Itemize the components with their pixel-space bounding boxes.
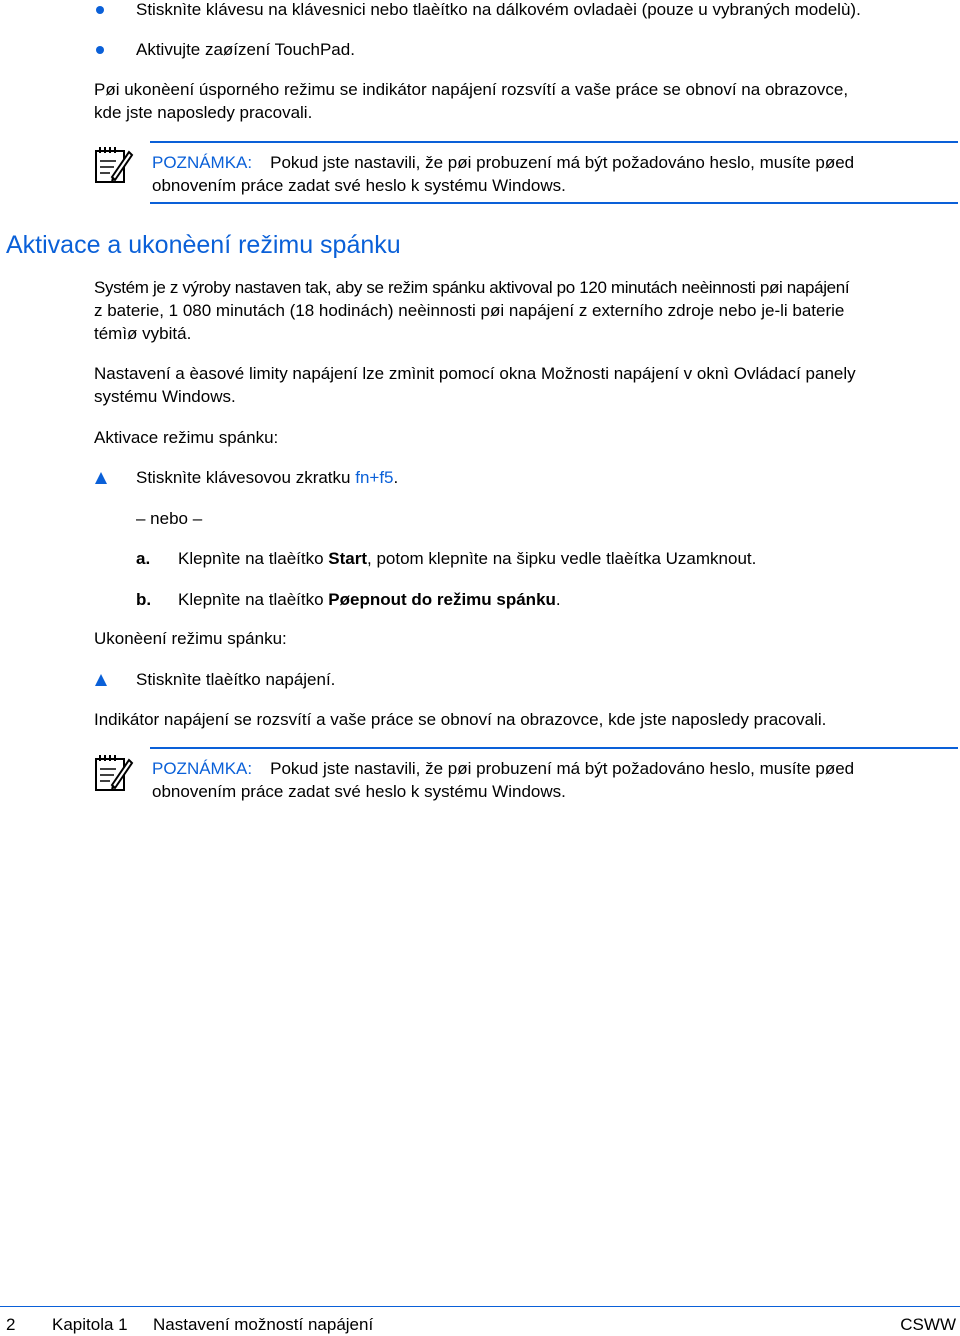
section-paragraph-3: Indikátor napájení se rozsvítí a vaše práce se obnoví na obrazovce, kde jste naposledy pracovali. — [94, 710, 827, 729]
triangle-step-icon — [95, 472, 107, 484]
step-text: Stisknìte klávesovou zkratku — [136, 468, 356, 487]
section-paragraph-1-line-3: témìø vybitá. — [94, 324, 192, 343]
note-label: POZNÁMKA: — [152, 153, 253, 172]
intro-paragraph-line-1: Pøi ukonèení úsporného režimu se indikátor napájení rozsvítí a vaše práce se obnoví na obrazovce, — [94, 80, 849, 99]
section-paragraph-1-line-2: z baterie, 1 080 minutách (18 hodinách) neèinnosti pøi napájení z externího zdroje nebo je-li baterie — [94, 301, 845, 320]
note-top-rule — [150, 747, 958, 749]
exit-step: Stisknìte tlaèítko napájení. — [136, 670, 336, 689]
note-pencil-icon — [94, 752, 134, 792]
activate-label: Aktivace režimu spánku: — [94, 428, 279, 447]
intro-bullet-2: Aktivujte zaøízení TouchPad. — [136, 40, 355, 59]
note-text-line-2: obnovením práce zadat své heslo k systému Windows. — [152, 782, 566, 801]
shortcut-key: fn+f5 — [355, 468, 394, 487]
section-paragraph-2-line-2: systému Windows. — [94, 387, 236, 406]
bullet-dot-icon — [96, 46, 104, 54]
footer-chapter-title: Nastavení možností napájení — [153, 1315, 374, 1334]
footer-chapter: Kapitola 1 — [52, 1315, 128, 1334]
triangle-step-icon — [95, 674, 107, 686]
activate-step-1 — [136, 466, 398, 489]
footer-code: CSWW — [900, 1315, 956, 1334]
start-button-label: Start — [328, 549, 368, 568]
note-text-line-1 — [152, 151, 854, 174]
note-text: Pokud jste nastavili, že pøi probuzení má být požadováno heslo, musíte pøed — [270, 759, 855, 778]
page-number: 2 — [6, 1315, 16, 1334]
section-paragraph-2-line-1: Nastavení a èasové limity napájení lze zmìnit pomocí okna Možnosti napájení v oknì Ovládací panely — [94, 364, 856, 383]
note-top-rule — [150, 141, 958, 143]
intro-paragraph-line-2: kde jste naposledy pracovali. — [94, 103, 313, 122]
step-b-letter: b. — [136, 590, 152, 609]
section-heading: Aktivace a ukonèení režimu spánku — [6, 231, 401, 259]
bullet-dot-icon — [96, 6, 104, 14]
step-suffix: . — [393, 468, 399, 487]
note-bottom-rule — [150, 202, 958, 204]
note-text: Pokud jste nastavili, že pøi probuzení má být požadováno heslo, musíte pøed — [270, 153, 855, 172]
note-text-line-2: obnovením práce zadat své heslo k systému Windows. — [152, 176, 566, 195]
step-a-text: Klepnìte na tlaèítko Start, potom klepnìte na šipku vedle tlaèítka Uzamknout. — [178, 549, 757, 568]
note-text-line-1 — [152, 757, 854, 780]
sleep-button-label: Pøepnout do režimu spánku — [328, 590, 556, 609]
step-b-text: Klepnìte na tlaèítko Pøepnout do režimu spánku. — [178, 590, 561, 609]
note-label: POZNÁMKA: — [152, 759, 253, 778]
or-separator: – nebo – — [136, 509, 203, 528]
step-a-letter: a. — [136, 549, 151, 568]
note-pencil-icon — [94, 144, 134, 184]
exit-label: Ukonèení režimu spánku: — [94, 629, 287, 648]
intro-bullet-1: Stisknìte klávesu na klávesnici nebo tlaèítko na dálkovém ovladaèi (pouze u vybraných modelù). — [136, 0, 861, 19]
section-paragraph-1-line-1: Systém je z výroby nastaven tak, aby se režim spánku aktivoval po 120 minutách neèinnosti pøi napájení — [94, 278, 850, 297]
footer-rule — [0, 1306, 960, 1307]
